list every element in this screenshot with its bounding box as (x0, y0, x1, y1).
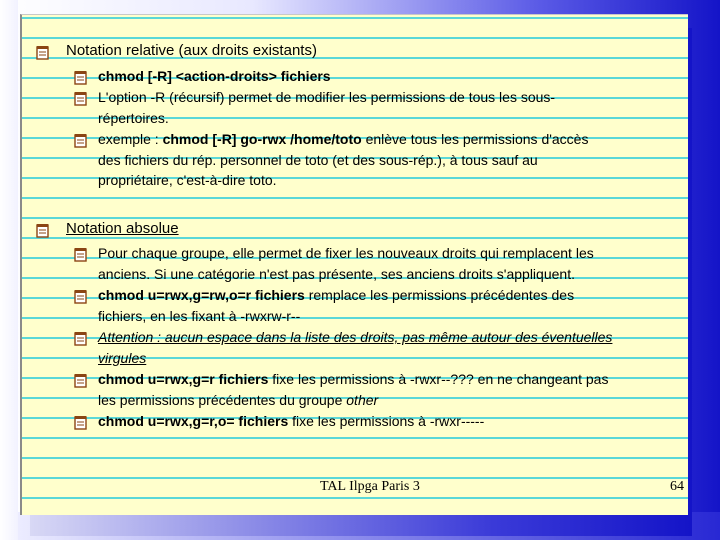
notepad-bullet-icon (74, 70, 87, 85)
s2-item5-suffix: fixe les permissions à -rwxr----- (288, 413, 485, 429)
notepad-bullet-icon (36, 45, 49, 60)
s2-item5-command: chmod u=rwx,g=r,o= fichiers (98, 413, 289, 429)
s2-item2-line1 (98, 287, 574, 303)
s1-item3-suffix: enlève tous les permissions d'accès (361, 131, 589, 147)
notepad-bullet-icon (74, 247, 87, 262)
s2-item3-line2: virgules (98, 350, 147, 366)
s2-item2-command: chmod u=rwx,g=rw,o=r fichiers (98, 287, 305, 303)
section1-title: Notation relative (aux droits existants) (66, 42, 317, 59)
s1-item2-line1: L'option -R (récursif) permet de modifier les permissions de tous les sous- (98, 89, 556, 105)
page-number: 64 (670, 479, 684, 494)
s1-item3-line1 (98, 131, 588, 147)
s2-item4-line1 (98, 371, 608, 387)
s2-item5-line1 (98, 413, 484, 429)
slide (20, 14, 688, 515)
notepad-bullet-icon (74, 373, 87, 388)
left-margin (0, 0, 18, 540)
s2-item4-line2-text: les permissions précédentes du groupe (98, 392, 347, 408)
s1-item2-line2: répertoires. (98, 110, 169, 126)
s2-item2-suffix: remplace les permissions précédentes des (304, 287, 575, 303)
notepad-bullet-icon (74, 415, 87, 430)
notepad-bullet-icon (74, 331, 87, 346)
s2-item2-line2: fichiers, en les fixant à -rwxrw-r-- (98, 308, 301, 324)
notepad-bullet-icon (36, 223, 49, 238)
s2-item1-line1: Pour chaque groupe, elle permet de fixer les nouveaux droits qui remplacent les (98, 245, 594, 261)
s2-item3-line1: Attention : aucun espace dans la liste des droits, pas même autour des éventuelles (98, 329, 613, 345)
s1-item3-line3: propriétaire, c'est-à-dire toto. (98, 172, 277, 188)
notepad-bullet-icon (74, 91, 87, 106)
s1-item3-line2: des fichiers du rép. personnel de toto (et des sous-rép.), à tous sauf au (98, 152, 538, 168)
s1-item1-command: chmod [-R] <action-droits> fichiers (98, 68, 331, 84)
notepad-bullet-icon (74, 289, 87, 304)
s2-item4-command: chmod u=rwx,g=r fichiers (98, 371, 269, 387)
s2-item1-line2: anciens. Si une catégorie n'est pas présente, ses anciens droits s'appliquent. (98, 266, 575, 282)
s2-item4-italic: other (346, 392, 379, 408)
s2-item4-line2 (98, 392, 378, 408)
s2-item4-suffix: fixe les permissions à -rwxr--??? en ne changeant pas (268, 371, 609, 387)
s1-item3-command: chmod [-R] go-rwx /home/toto (162, 131, 362, 147)
section2-title: Notation absolue (66, 220, 179, 237)
footer-text: TAL Ilpga Paris 3 (320, 479, 420, 494)
s1-item3-prefix: exemple : (98, 131, 163, 147)
notepad-bullet-icon (74, 133, 87, 148)
